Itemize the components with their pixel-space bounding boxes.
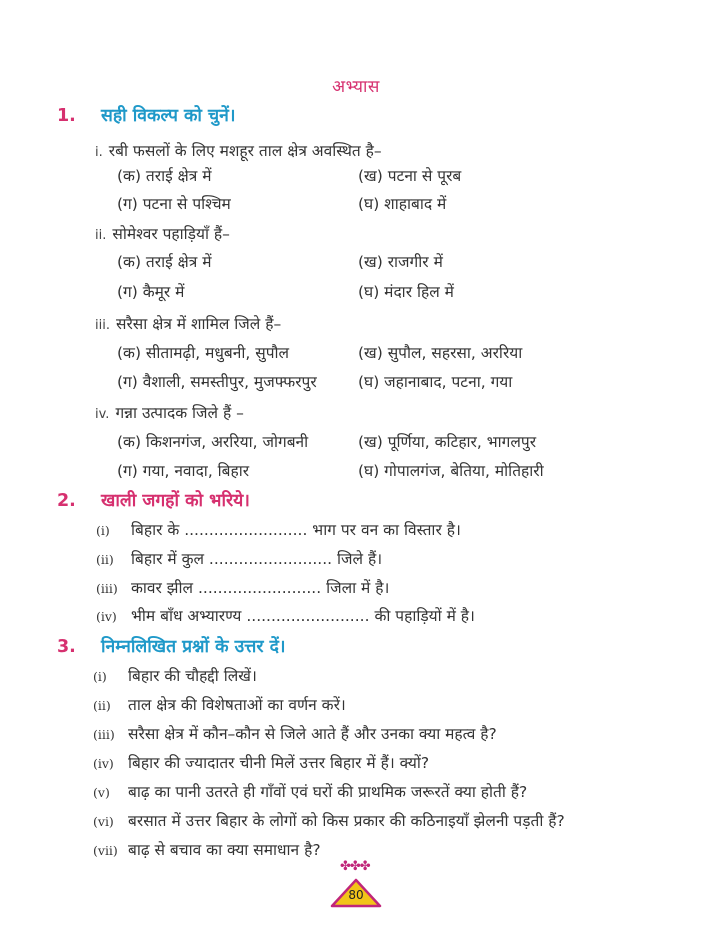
- fill-blank-item: [96, 576, 389, 598]
- fill-blank-text: कावर झील ......................... जिला में है।: [131, 579, 390, 597]
- answer-question-number: (iv): [93, 756, 114, 771]
- option-1-i-kha: (ख) पटना से पूरब: [358, 167, 462, 185]
- option-1-iii-ga: (ग) वैशाली, समस्तीपुर, मुजफ्फरपुर: [117, 373, 317, 391]
- option-1-ii-ga: (ग) कैमूर में: [117, 283, 185, 301]
- section-1-number: 1.: [57, 106, 76, 126]
- answer-question-number: (i): [93, 669, 107, 684]
- question-1-iv: [95, 401, 244, 423]
- answer-question-text: सरैसा क्षेत्र में कौन–कौन से जिले आते हैं और उनका क्या महत्व है?: [128, 725, 497, 743]
- page-number: 80: [348, 888, 364, 902]
- question-1-ii-text: सोमेश्वर पहाड़ियाँ हैं–: [112, 225, 230, 243]
- question-1-iii-number: iii.: [95, 318, 110, 333]
- answer-question-text: ताल क्षेत्र की विशेषताओं का वर्णन करें।: [128, 696, 346, 714]
- section-1-header: [57, 103, 236, 127]
- answer-question-number: (ii): [93, 698, 111, 713]
- fill-blank-item: [96, 518, 461, 540]
- option-1-i-ga: (ग) पटना से पश्चिम: [117, 195, 231, 213]
- answer-question-item: [93, 693, 346, 715]
- answer-question-number: (vii): [93, 843, 118, 858]
- question-1-i-text: रबी फसलों के लिए मशहूर ताल क्षेत्र अवस्थित है–: [108, 142, 382, 160]
- fill-blank-number: (iv): [96, 609, 117, 624]
- answer-question-item: [93, 722, 497, 744]
- option-1-iii-kha: (ख) सुपौल, सहरसा, अररिया: [358, 344, 523, 362]
- fill-blank-text: भीम बाँध अभ्यारण्य ......................... की पहाड़ियों में है।: [131, 607, 475, 625]
- option-1-ii-ka: (क) तराई क्षेत्र में: [117, 253, 212, 271]
- answer-question-text: बिहार की चौहद्दी लिखें।: [128, 667, 257, 685]
- option-1-i-gha: (घ) शाहाबाद में: [358, 195, 447, 213]
- answer-question-number: (v): [93, 785, 110, 800]
- section-3-header: [57, 634, 286, 658]
- fill-blank-number: (i): [96, 523, 110, 538]
- option-1-i-ka: (क) तराई क्षेत्र में: [117, 167, 212, 185]
- fill-blank-number: (iii): [96, 581, 118, 596]
- option-1-ii-gha: (घ) मंदार हिल में: [358, 283, 454, 301]
- option-1-iv-kha: (ख) पूर्णिया, कटिहार, भागलपुर: [358, 433, 537, 451]
- question-1-i-number: i.: [95, 145, 103, 160]
- fill-blank-text: बिहार में कुल ......................... जिले हैं।: [131, 550, 383, 568]
- fill-blank-number: (ii): [96, 552, 114, 567]
- option-1-iii-ka: (क) सीतामढ़ी, मधुबनी, सुपौल: [117, 344, 290, 362]
- fill-blank-item: [96, 604, 475, 626]
- option-1-iv-ka: (क) किशनगंज, अररिया, जोगबनी: [117, 433, 309, 451]
- answer-question-item: [93, 664, 257, 686]
- fill-blank-item: [96, 547, 382, 569]
- answer-question-item: [93, 751, 429, 773]
- section-2-number: 2.: [57, 491, 76, 511]
- question-1-iii: [95, 312, 281, 334]
- section-3-heading: निम्नलिखित प्रश्नों के उत्तर दें।: [101, 637, 286, 657]
- fill-blank-text: बिहार के ......................... भाग पर वन का विस्तार है।: [131, 521, 461, 539]
- answer-question-item: [93, 838, 321, 860]
- flower-ornament-icon: ✤✤✤: [340, 859, 370, 874]
- question-1-iv-text: गन्ना उत्पादक जिले हैं –: [115, 404, 244, 422]
- section-1-heading: सही विकल्प को चुनें।: [101, 106, 236, 126]
- answer-question-number: (iii): [93, 727, 115, 742]
- answer-question-item: [93, 809, 565, 831]
- option-1-iii-gha: (घ) जहानाबाद, पटना, गया: [358, 373, 513, 391]
- answer-question-number: (vi): [93, 814, 114, 829]
- option-1-ii-kha: (ख) राजगीर में: [358, 253, 443, 271]
- section-3-number: 3.: [57, 637, 76, 657]
- option-1-iv-gha: (घ) गोपालगंज, बेतिया, मोतिहारी: [358, 462, 544, 480]
- page-title: अभ्यास: [332, 77, 380, 97]
- answer-question-text: बिहार की ज्यादातर चीनी मिलें उत्तर बिहार में हैं। क्यों?: [128, 754, 430, 772]
- section-2-header: [57, 488, 250, 512]
- question-1-iv-number: iv.: [95, 407, 110, 422]
- question-1-ii-number: ii.: [95, 228, 107, 243]
- option-1-iv-ga: (ग) गया, नवादा, बिहार: [117, 462, 250, 480]
- answer-question-text: बरसात में उत्तर बिहार के लोगों को किस प्रकार की कठिनाइयाँ झेलनी पड़ती हैं?: [128, 812, 565, 830]
- question-1-i: [95, 139, 382, 161]
- answer-question-item: [93, 780, 527, 802]
- section-2-heading: खाली जगहों को भरिये।: [101, 491, 250, 511]
- answer-question-text: बाढ़ का पानी उतरते ही गाँवों एवं घरों की प्राथमिक जरूरतें क्या होती हैं?: [128, 783, 528, 801]
- answer-question-text: बाढ़ से बचाव का क्या समाधान है?: [128, 841, 321, 859]
- question-1-iii-text: सरैसा क्षेत्र में शामिल जिले हैं–: [115, 315, 282, 333]
- page-number-badge: [330, 878, 382, 908]
- question-1-ii: [95, 222, 230, 244]
